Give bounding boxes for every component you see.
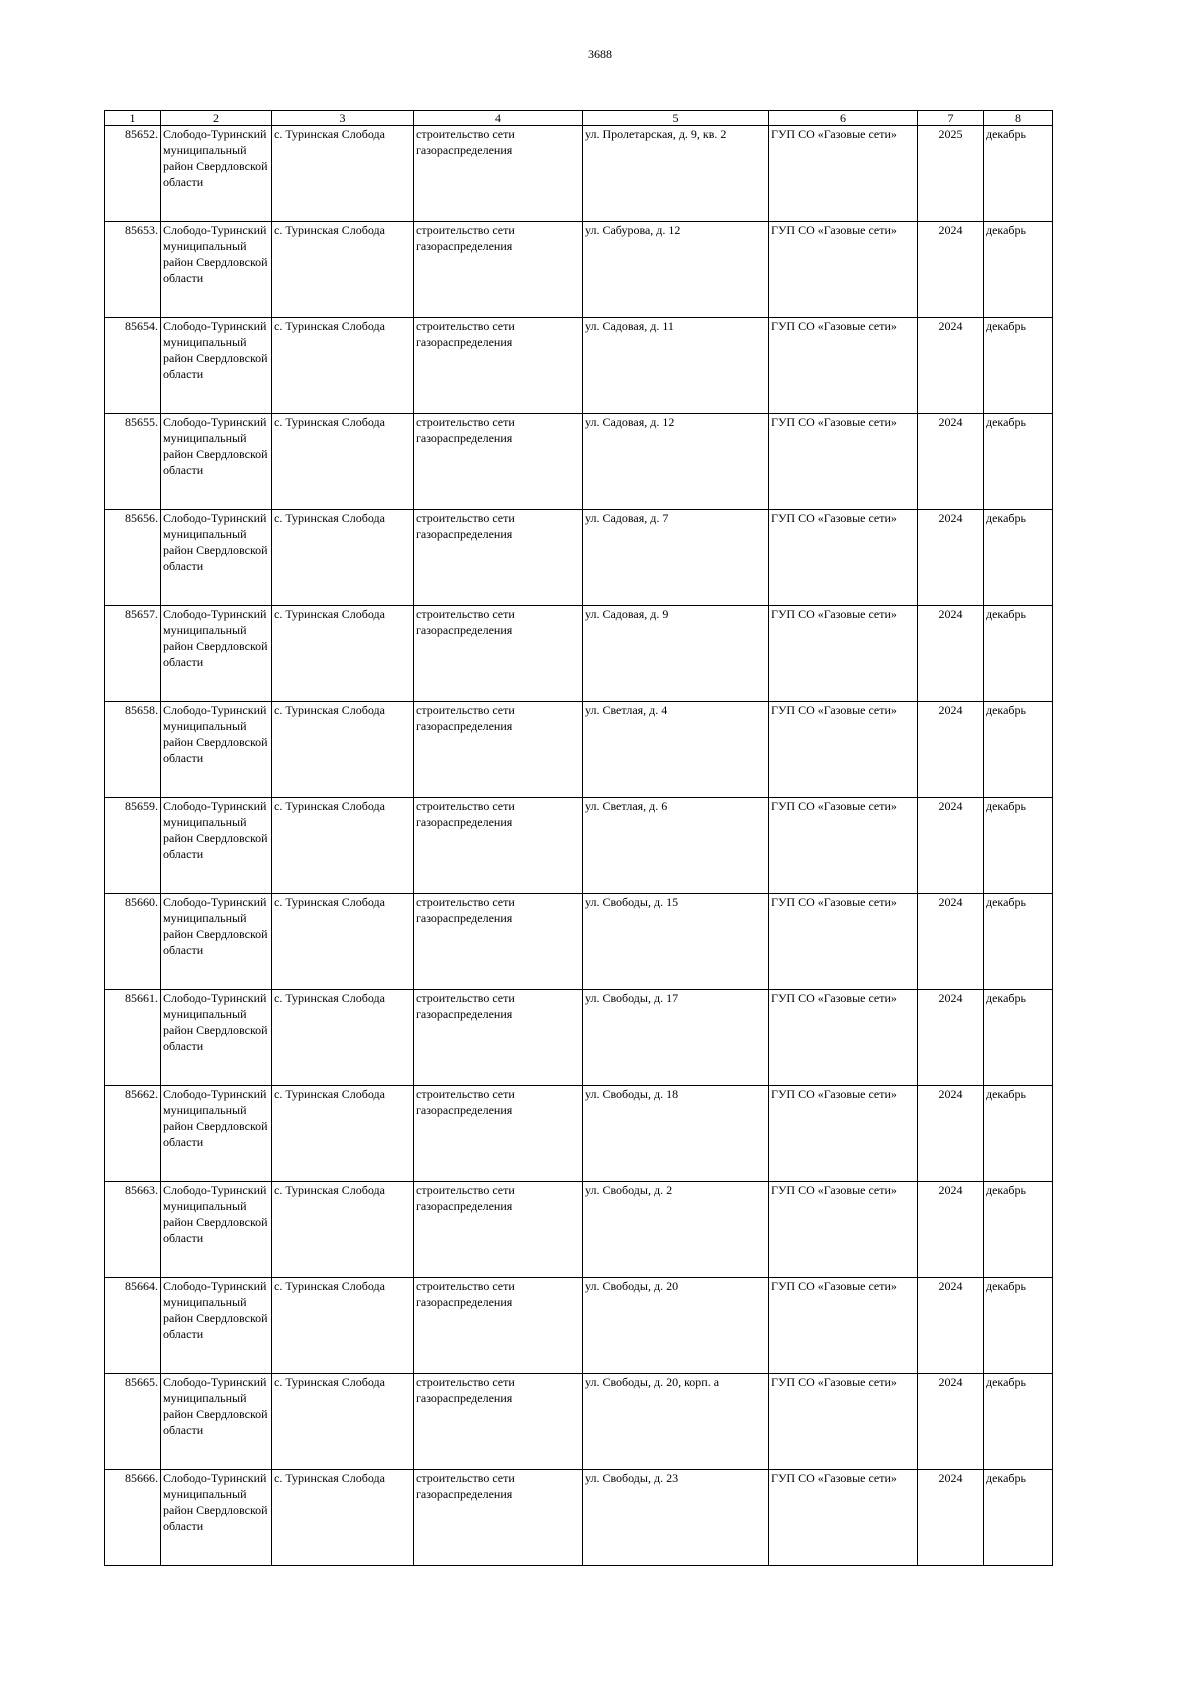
year-cell: 2024 <box>918 1182 984 1278</box>
row-number-cell: 85654. <box>105 318 161 414</box>
settlement-cell: с. Туринская Слобода <box>272 126 414 222</box>
row-number-cell: 85661. <box>105 990 161 1086</box>
row-number-cell: 85660. <box>105 894 161 990</box>
gasification-table <box>104 110 1053 1566</box>
month-cell: декабрь <box>984 702 1053 798</box>
table-row <box>105 606 1053 702</box>
column-number: 5 <box>583 111 769 126</box>
address-cell: ул. Свободы, д. 17 <box>583 990 769 1086</box>
year-cell: 2024 <box>918 1374 984 1470</box>
year-cell: 2024 <box>918 702 984 798</box>
work-type-cell: строительство сети газораспределения <box>414 990 583 1086</box>
month-cell: декабрь <box>984 1278 1053 1374</box>
settlement-cell: с. Туринская Слобода <box>272 222 414 318</box>
table-row <box>105 1182 1053 1278</box>
settlement-cell: с. Туринская Слобода <box>272 702 414 798</box>
operator-cell: ГУП СО «Газовые сети» <box>769 894 918 990</box>
month-cell: декабрь <box>984 126 1053 222</box>
operator-cell: ГУП СО «Газовые сети» <box>769 1374 918 1470</box>
settlement-cell: с. Туринская Слобода <box>272 606 414 702</box>
page-number: 3688 <box>588 47 612 61</box>
operator-cell: ГУП СО «Газовые сети» <box>769 606 918 702</box>
address-cell: ул. Свободы, д. 15 <box>583 894 769 990</box>
column-number: 2 <box>161 111 272 126</box>
operator-cell: ГУП СО «Газовые сети» <box>769 222 918 318</box>
address-cell: ул. Садовая, д. 12 <box>583 414 769 510</box>
row-number-cell: 85652. <box>105 126 161 222</box>
month-cell: декабрь <box>984 222 1053 318</box>
operator-cell: ГУП СО «Газовые сети» <box>769 702 918 798</box>
month-cell: декабрь <box>984 606 1053 702</box>
table-row <box>105 1086 1053 1182</box>
address-cell: ул. Свободы, д. 20 <box>583 1278 769 1374</box>
work-type-cell: строительство сети газораспределения <box>414 1182 583 1278</box>
row-number-cell: 85663. <box>105 1182 161 1278</box>
operator-cell: ГУП СО «Газовые сети» <box>769 318 918 414</box>
municipality-cell: Слободо-Туринский муниципальный район Свердловской области <box>161 1278 272 1374</box>
table-row <box>105 1470 1053 1566</box>
year-cell: 2024 <box>918 1086 984 1182</box>
work-type-cell: строительство сети газораспределения <box>414 1278 583 1374</box>
row-number-cell: 85658. <box>105 702 161 798</box>
municipality-cell: Слободо-Туринский муниципальный район Свердловской области <box>161 1086 272 1182</box>
month-cell: декабрь <box>984 1086 1053 1182</box>
column-number: 3 <box>272 111 414 126</box>
column-number: 6 <box>769 111 918 126</box>
year-cell: 2024 <box>918 1470 984 1566</box>
month-cell: декабрь <box>984 798 1053 894</box>
work-type-cell: строительство сети газораспределения <box>414 510 583 606</box>
operator-cell: ГУП СО «Газовые сети» <box>769 126 918 222</box>
work-type-cell: строительство сети газораспределения <box>414 798 583 894</box>
work-type-cell: строительство сети газораспределения <box>414 1086 583 1182</box>
work-type-cell: строительство сети газораспределения <box>414 222 583 318</box>
address-cell: ул. Садовая, д. 9 <box>583 606 769 702</box>
table-row <box>105 222 1053 318</box>
address-cell: ул. Пролетарская, д. 9, кв. 2 <box>583 126 769 222</box>
table-row <box>105 990 1053 1086</box>
work-type-cell: строительство сети газораспределения <box>414 318 583 414</box>
column-number: 1 <box>105 111 161 126</box>
month-cell: декабрь <box>984 990 1053 1086</box>
year-cell: 2024 <box>918 798 984 894</box>
work-type-cell: строительство сети газораспределения <box>414 1374 583 1470</box>
municipality-cell: Слободо-Туринский муниципальный район Свердловской области <box>161 414 272 510</box>
municipality-cell: Слободо-Туринский муниципальный район Свердловской области <box>161 1374 272 1470</box>
municipality-cell: Слободо-Туринский муниципальный район Свердловской области <box>161 894 272 990</box>
table-row <box>105 894 1053 990</box>
work-type-cell: строительство сети газораспределения <box>414 702 583 798</box>
row-number-cell: 85665. <box>105 1374 161 1470</box>
municipality-cell: Слободо-Туринский муниципальный район Свердловской области <box>161 990 272 1086</box>
row-number-cell: 85666. <box>105 1470 161 1566</box>
year-cell: 2024 <box>918 510 984 606</box>
address-cell: ул. Свободы, д. 18 <box>583 1086 769 1182</box>
municipality-cell: Слободо-Туринский муниципальный район Свердловской области <box>161 510 272 606</box>
month-cell: декабрь <box>984 1470 1053 1566</box>
address-cell: ул. Садовая, д. 11 <box>583 318 769 414</box>
row-number-cell: 85653. <box>105 222 161 318</box>
table-row <box>105 1278 1053 1374</box>
settlement-cell: с. Туринская Слобода <box>272 894 414 990</box>
municipality-cell: Слободо-Туринский муниципальный район Свердловской области <box>161 318 272 414</box>
month-cell: декабрь <box>984 1374 1053 1470</box>
operator-cell: ГУП СО «Газовые сети» <box>769 990 918 1086</box>
table-body <box>105 111 1053 1566</box>
column-number-row <box>105 111 1053 126</box>
address-cell: ул. Светлая, д. 6 <box>583 798 769 894</box>
year-cell: 2024 <box>918 606 984 702</box>
operator-cell: ГУП СО «Газовые сети» <box>769 1086 918 1182</box>
operator-cell: ГУП СО «Газовые сети» <box>769 1182 918 1278</box>
table-row <box>105 798 1053 894</box>
address-cell: ул. Светлая, д. 4 <box>583 702 769 798</box>
operator-cell: ГУП СО «Газовые сети» <box>769 510 918 606</box>
work-type-cell: строительство сети газораспределения <box>414 1470 583 1566</box>
address-cell: ул. Сабурова, д. 12 <box>583 222 769 318</box>
settlement-cell: с. Туринская Слобода <box>272 1470 414 1566</box>
settlement-cell: с. Туринская Слобода <box>272 1182 414 1278</box>
year-cell: 2024 <box>918 1278 984 1374</box>
address-cell: ул. Свободы, д. 23 <box>583 1470 769 1566</box>
year-cell: 2024 <box>918 990 984 1086</box>
address-cell: ул. Свободы, д. 20, корп. а <box>583 1374 769 1470</box>
month-cell: декабрь <box>984 414 1053 510</box>
row-number-cell: 85655. <box>105 414 161 510</box>
table-row <box>105 702 1053 798</box>
month-cell: декабрь <box>984 510 1053 606</box>
month-cell: декабрь <box>984 894 1053 990</box>
settlement-cell: с. Туринская Слобода <box>272 990 414 1086</box>
settlement-cell: с. Туринская Слобода <box>272 414 414 510</box>
address-cell: ул. Садовая, д. 7 <box>583 510 769 606</box>
work-type-cell: строительство сети газораспределения <box>414 894 583 990</box>
row-number-cell: 85659. <box>105 798 161 894</box>
operator-cell: ГУП СО «Газовые сети» <box>769 798 918 894</box>
work-type-cell: строительство сети газораспределения <box>414 606 583 702</box>
municipality-cell: Слободо-Туринский муниципальный район Свердловской области <box>161 1470 272 1566</box>
year-cell: 2024 <box>918 894 984 990</box>
municipality-cell: Слободо-Туринский муниципальный район Свердловской области <box>161 702 272 798</box>
table-row <box>105 1374 1053 1470</box>
row-number-cell: 85662. <box>105 1086 161 1182</box>
table-row <box>105 414 1053 510</box>
year-cell: 2024 <box>918 414 984 510</box>
operator-cell: ГУП СО «Газовые сети» <box>769 1470 918 1566</box>
column-number: 8 <box>984 111 1053 126</box>
table-row <box>105 318 1053 414</box>
year-cell: 2025 <box>918 126 984 222</box>
municipality-cell: Слободо-Туринский муниципальный район Свердловской области <box>161 606 272 702</box>
month-cell: декабрь <box>984 1182 1053 1278</box>
settlement-cell: с. Туринская Слобода <box>272 1086 414 1182</box>
municipality-cell: Слободо-Туринский муниципальный район Свердловской области <box>161 1182 272 1278</box>
year-cell: 2024 <box>918 222 984 318</box>
work-type-cell: строительство сети газораспределения <box>414 414 583 510</box>
month-cell: декабрь <box>984 318 1053 414</box>
column-number: 7 <box>918 111 984 126</box>
municipality-cell: Слободо-Туринский муниципальный район Свердловской области <box>161 222 272 318</box>
year-cell: 2024 <box>918 318 984 414</box>
column-number: 4 <box>414 111 583 126</box>
row-number-cell: 85664. <box>105 1278 161 1374</box>
settlement-cell: с. Туринская Слобода <box>272 1374 414 1470</box>
settlement-cell: с. Туринская Слобода <box>272 318 414 414</box>
row-number-cell: 85657. <box>105 606 161 702</box>
settlement-cell: с. Туринская Слобода <box>272 798 414 894</box>
operator-cell: ГУП СО «Газовые сети» <box>769 414 918 510</box>
address-cell: ул. Свободы, д. 2 <box>583 1182 769 1278</box>
settlement-cell: с. Туринская Слобода <box>272 1278 414 1374</box>
municipality-cell: Слободо-Туринский муниципальный район Свердловской области <box>161 798 272 894</box>
table-row <box>105 510 1053 606</box>
table-row <box>105 126 1053 222</box>
work-type-cell: строительство сети газораспределения <box>414 126 583 222</box>
municipality-cell: Слободо-Туринский муниципальный район Свердловской области <box>161 126 272 222</box>
settlement-cell: с. Туринская Слобода <box>272 510 414 606</box>
operator-cell: ГУП СО «Газовые сети» <box>769 1278 918 1374</box>
row-number-cell: 85656. <box>105 510 161 606</box>
